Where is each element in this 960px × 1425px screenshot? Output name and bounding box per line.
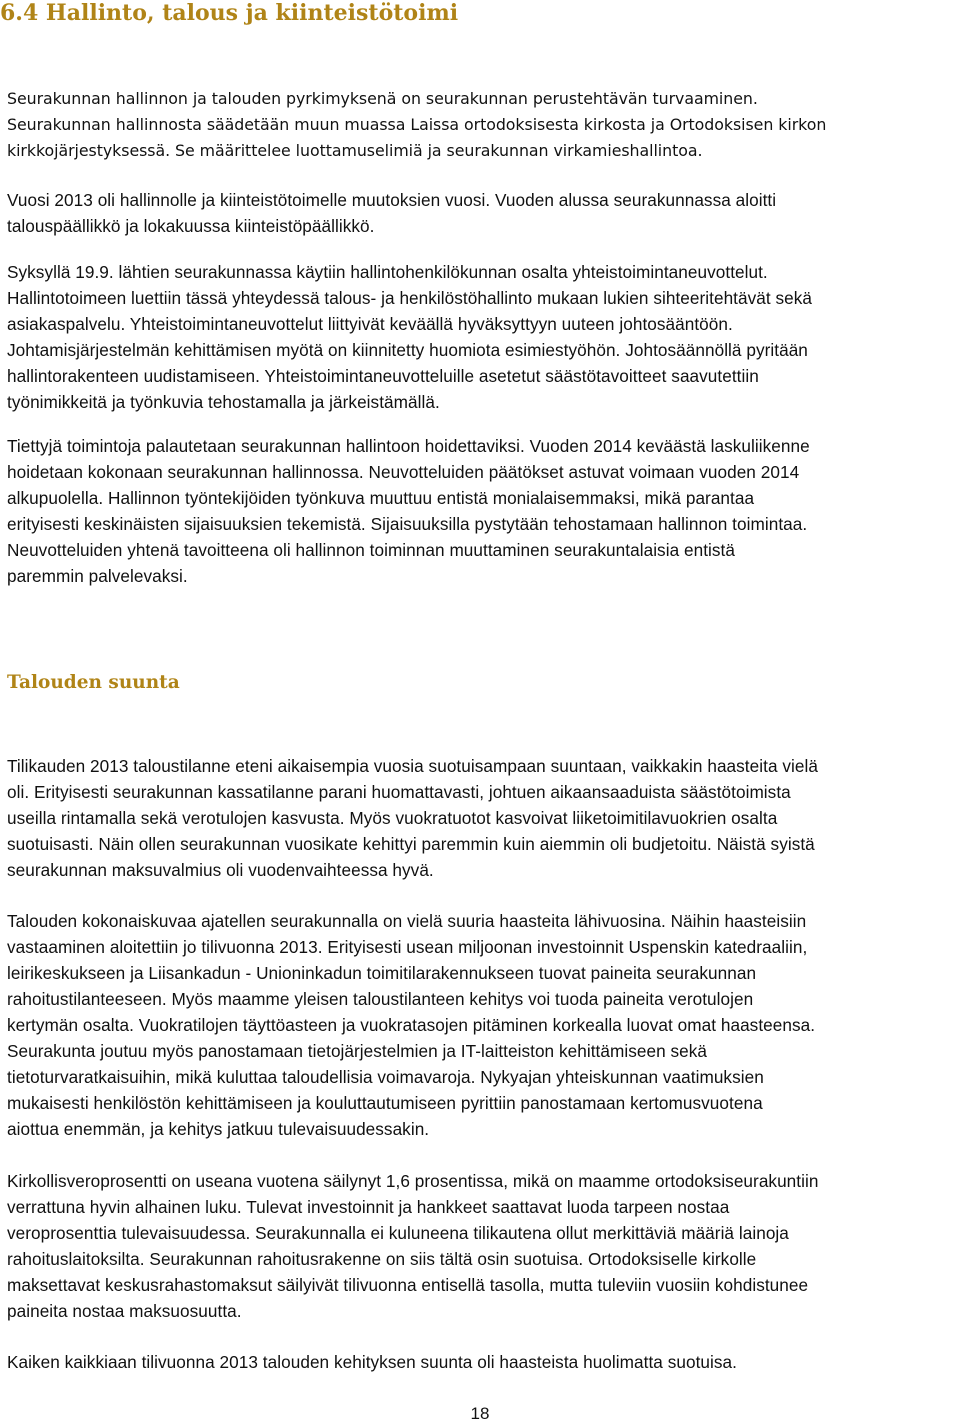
text-line: tietoturvaratkaisuihin, mikä kuluttaa taloudellisia voimavaroja. Nykyajan yhteiskunnan vaatimuksien <box>7 1067 764 1087</box>
text-line: erityisesti keskinäisten sijaisuuksien tekemistä. Sijaisuuksilla pystytään tehostamaan hallinnon toimintaa. <box>7 514 808 534</box>
text-line: hoidetaan kokonaan seurakunnan hallinnossa. Neuvotteluiden päätökset astuvat voimaan vuoden 2014 <box>7 462 800 482</box>
text-line: verrattuna hyvin alhainen luku. Tulevat investoinnit ja hankkeet saattavat luoda tarpeen nostaa <box>7 1197 730 1217</box>
paragraph-changes-2013 <box>7 187 960 239</box>
page-number: 18 <box>470 1404 490 1423</box>
text-line: Vuosi 2013 oli hallinnolle ja kiinteistötoimelle muutoksien vuosi. Vuoden alussa seurakunnassa aloitti <box>7 190 777 210</box>
text-line: rahoituslaitoksilta. Seurakunnan rahoitusrakenne on siis tältä osin suotuisa. Ortodoksiselle kirkolle <box>7 1249 757 1269</box>
text-line: Tiettyjä toimintoja palautetaan seurakunnan hallintoon hoidettaviksi. Vuoden 2014 keväästä laskuliikenne <box>7 436 810 456</box>
text-line: Kirkollisveroprosentti on useana vuotena säilynyt 1,6 prosentissa, mikä on maamme ortodoksiseurakuntiin <box>7 1171 819 1191</box>
section-heading: 6.4 Hallinto, talous ja kiinteistötoimi <box>0 0 459 26</box>
text-line: rahoitustilanteeseen. Myös maamme yleisen taloustilanteen kehitys voi tuoda paineita verotulojen <box>7 989 754 1009</box>
text-line: Syksyllä 19.9. lähtien seurakunnassa käytiin hallintohenkilökunnan osalta yhteistoimintaneuvottelut. <box>7 262 768 282</box>
text-line: Seurakunta joutuu myös panostamaan tietojärjestelmien ja IT-laitteiston kehittämiseen sekä <box>7 1041 708 1061</box>
text-line: Neuvotteluiden yhtenä tavoitteena oli hallinnon toiminnan muuttaminen seurakuntalaisia entistä <box>7 540 735 560</box>
text-line: useilla rintamalla sekä verotulojen kasvusta. Myös vuokratuotot kasvoivat liiketoimitilavuokrien osalta <box>7 808 778 828</box>
text-line: hallintorakenteen uudistamiseen. Yhteistoimintaneuvotteluille asetetut säästötavoitteet saavutettiin <box>7 366 759 386</box>
text-line: kirkkojärjestyksessä. Se määrittelee luottamuselimiä ja seurakunnan virkamieshallintoa. <box>7 141 703 160</box>
text-line: talouspäällikkö ja lokakuussa kiinteistöpäällikkö. <box>7 216 375 236</box>
paragraph-fiscal-2013 <box>7 753 960 883</box>
text-line: suotuisasti. Näin ollen seurakunnan vuosikate kehittyi paremmin kuin aiemmin oli budjetoitu. Näistä syistä <box>7 834 815 854</box>
text-line: veroprosenttia tulevaisuudessa. Seurakunnalla ei kuluneena tilikautena ollut merkittäviä määriä lainoja <box>7 1223 789 1243</box>
text-line: Hallintotoimeen luettiin tässä yhteydessä talous- ja henkilöstöhallinto mukaan lukien sihteeritehtävät sekä <box>7 288 813 308</box>
text-line: aiottua enemmän, ja kehitys jatkuu tulevaisuudessakin. <box>7 1119 430 1139</box>
paragraph-functions <box>7 433 960 589</box>
paragraph-negotiations <box>7 259 960 415</box>
paragraph-conclusion <box>7 1349 960 1375</box>
text-line: asiakaspalvelu. Yhteistoimintaneuvottelut liittyivät keväällä hyväksyttyyn uuteen johtosääntöön. <box>7 314 733 334</box>
subsection-heading: Talouden suunta <box>7 672 180 693</box>
text-line: oli. Erityisesti seurakunnan kassatilanne parani huomattavasti, johtuen aikaansaaduista säästötoimista <box>7 782 791 802</box>
text-line: paremmin palvelevaksi. <box>7 566 188 586</box>
paragraph-challenges <box>7 908 960 1142</box>
text-line: Kaiken kaikkiaan tilivuonna 2013 talouden kehityksen suunta oli haasteista huolimatta suotuisa. <box>7 1352 737 1372</box>
text-line: mukaisesti henkilöstön kehittämiseen ja kouluttautumiseen pyrittiin panostamaan kertomusvuotena <box>7 1093 763 1113</box>
paragraph-tax-rate <box>7 1168 960 1324</box>
text-line: kertymän osalta. Vuokratilojen täyttöasteen ja vuokratasojen pitäminen korkealla luovat omat haasteensa. <box>7 1015 816 1035</box>
text-line: paineita nostaa maksuosuutta. <box>7 1301 242 1321</box>
text-line: työnimikkeitä ja työnkuvia tehostamalla ja järkeistämällä. <box>7 392 440 412</box>
text-line: Tilikauden 2013 taloustilanne eteni aikaisempia vuosia suotuisampaan suuntaan, vaikkakin haasteita vielä <box>7 756 818 776</box>
text-line: Seurakunnan hallinnosta säädetään muun muassa Laissa ortodoksisesta kirkosta ja Ortodoksisen kirkon <box>7 115 827 134</box>
text-line: Johtamisjärjestelmän kehittämisen myötä on kiinnitetty huomiota esimiestyöhön. Johtosäännöllä pyritään <box>7 340 808 360</box>
text-line: vastaaminen aloitettiin jo tilivuonna 2013. Erityisesti usean miljoonan investoinnit Uspenskin katedraaliin, <box>7 937 808 957</box>
text-line: Talouden kokonaiskuvaa ajatellen seurakunnalla on vielä suuria haasteita lähivuosina. Näihin haasteisiin <box>7 911 807 931</box>
text-line: seurakunnan maksuvalmius oli vuodenvaihteessa hyvä. <box>7 860 434 880</box>
text-line: Seurakunnan hallinnon ja talouden pyrkimyksenä on seurakunnan perustehtävän turvaaminen. <box>7 89 758 108</box>
text-line: alkupuolella. Hallinnon työntekijöiden työnkuva muuttuu entistä monialaisemmaksi, mikä parantaa <box>7 488 755 508</box>
text-line: leirikeskukseen ja Liisankadun - Unioninkadun toimitilarakennukseen tuovat paineita seurakunnan <box>7 963 757 983</box>
text-line: maksettavat keskusrahastomaksut säilyivät tilivuonna entisellä tasolla, mutta tuleviin vuosiin kohdistunee <box>7 1275 809 1295</box>
paragraph-intro <box>7 86 960 164</box>
